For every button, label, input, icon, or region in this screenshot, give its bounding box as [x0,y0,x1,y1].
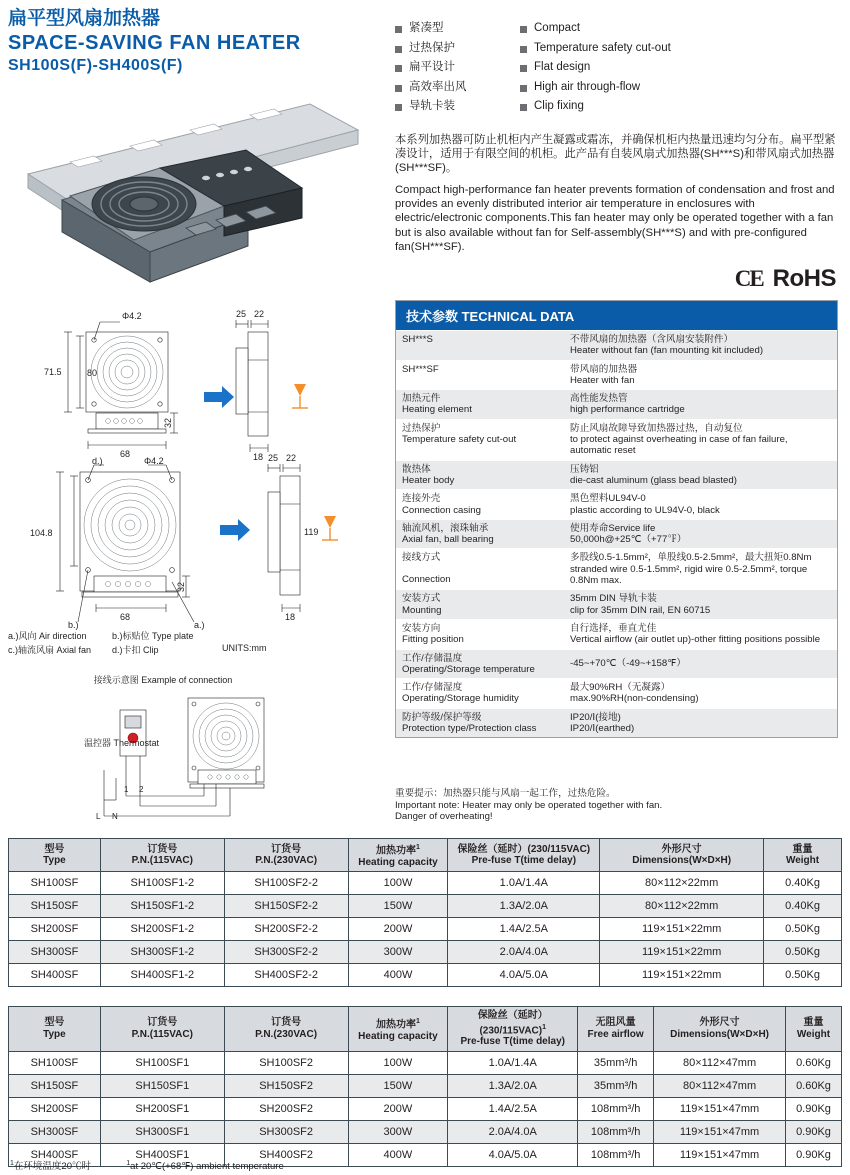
row-value: 黑色塑料UL94V-0 plastic according to UL94V-0, black [570,493,720,516]
dim-71-5: 71.5 [44,367,62,377]
feature-item [395,61,845,74]
table-row [9,872,842,895]
feature-label-en: Flat design [534,61,591,73]
cell-pn230: SH200SF2-2 [224,918,348,941]
cell-pn115: SH150SF1 [100,1074,224,1097]
description-en: Compact high-performance fan heater prevents formation of condensation and frost and provides an evenly distributed interior air temperature in enclosures with electric/electronic components.This fan heater may only be operated together with a fan but is also available without fan for Self-assembly(SH***S) and with pre-configured fan(SH***SF). [395,184,835,253]
table-row [396,360,837,390]
feature-label-en: Compact [534,22,581,34]
col-pn-115: 订货号 P.N.(115VAC) [100,839,224,872]
table-row [396,589,837,619]
cell-weight: 0.90Kg [786,1120,842,1143]
col-dimensions: 外形尺寸 Dimensions(W×D×H) [654,1007,786,1052]
bullet-square-icon [520,65,527,72]
cell-pn230: SH150SF2 [224,1074,348,1097]
cell-weight: 0.90Kg [786,1143,842,1166]
certification-marks [735,265,836,293]
bullet-square-icon [395,65,402,72]
cell-prefuse: 2.0A/4.0A [448,1120,578,1143]
dim-104-8: 104.8 [30,528,53,538]
label-a: a.) [194,620,205,630]
technical-data-heading: 技术参数 TECHNICAL DATA [396,301,837,330]
terminal-1-label: 1 [124,785,129,794]
cell-capacity: 150W [348,1074,448,1097]
feature-item [395,42,845,55]
row-label: 接线方式 Connection [402,552,451,585]
feature-item [395,100,845,113]
bullet-square-icon [395,46,402,53]
table-row [396,649,837,679]
cell-capacity: 400W [348,1143,448,1166]
feature-label-cn: 高效率出风 [409,80,467,93]
mains-l-label: L [96,812,101,821]
cell-dimensions: 80×112×47mm [654,1074,786,1097]
cell-pn115: SH400SF1 [100,1143,224,1166]
footnote-cn: 在环境温度20℃时 [13,1161,91,1172]
product-photo [10,96,370,296]
dim-80: 80 [87,368,98,378]
col-weight: 重量 Weight [786,1007,842,1052]
row-value: 压铸铝 die-cast aluminum (glass bead blasted) [570,463,737,486]
col-type: 型号 Type [9,1007,101,1052]
cell-dimensions: 119×151×22mm [600,964,764,987]
footnote-sup-en: 1 [126,1159,131,1167]
row-value-en: Heater with fan [570,374,635,386]
col-free-airflow: 无阻风量 Free airflow [578,1007,654,1052]
cell-weight: 0.50Kg [764,918,842,941]
table-row [396,708,837,738]
table-row [9,964,842,987]
important-note-en1: Important note: Heater may only be operated together with fan. [395,799,663,811]
table-row [9,1120,842,1143]
important-note-cn: 重要提示：加热器只能与风扇一起工作，过热危险。 [395,788,616,799]
cell-prefuse: 1.3A/2.0A [448,1074,578,1097]
col-pn-230: 订货号 P.N.(230VAC) [224,839,348,872]
feature-label-cn: 紧凑型 [409,22,444,34]
cell-capacity: 300W [348,941,448,964]
footnote-en: at 20℃(+68℉) ambient temperature [130,1161,284,1172]
row-label: 过热保护 Temperature safety cut-out [402,422,517,446]
footnote-sup-cn: 1 [10,1159,14,1167]
cell-pn115: SH100SF1 [100,1051,224,1074]
table-row [9,918,842,941]
row-value-cn: 带风扇的加热器 [570,363,638,375]
thermostat-label: 温控器 Thermostat [84,738,160,748]
cell-capacity: 300W [348,1120,448,1143]
legend-d: d.)卡扣 Clip [112,645,159,655]
cell-dimensions: 80×112×22mm [600,872,764,895]
cell-type: SH150SF [9,1074,101,1097]
table-row [396,678,837,708]
bullet-square-icon [520,85,527,92]
bullet-square-icon [520,26,527,33]
dim-32-a: 32 [163,417,173,428]
cell-type: SH400SF [9,1143,101,1166]
row-label: 工作/存储温度 Operating/Storage temperature [402,652,535,675]
table-row [396,519,837,549]
cell-airflow: 108mm³/h [578,1097,654,1120]
cell-pn115: SH400SF1-2 [100,964,224,987]
cell-prefuse: 1.4A/2.5A [448,1097,578,1120]
product-table-sf [8,1006,842,1167]
description-cn: 本系列加热器可防止机柜内产生凝露或霜冻，并确保机柜内热量迅速均匀分布。扁平型紧凑设计，适用于有限空间的机柜。此产品有自装风扇式加热器(SH***S)和带风扇式加热器(SH***SF)。 [395,134,836,175]
bullet-square-icon [395,104,402,111]
cell-pn230: SH100SF2-2 [224,872,348,895]
cell-capacity: 150W [348,895,448,918]
row-value: 使用寿命Service life 50,000h@+25℃（+77℉） [570,522,687,546]
row-value-en: Heater without fan (fan mounting kit included) [570,345,764,357]
cell-pn115: SH200SF1 [100,1097,224,1120]
dim-18a: 18 [253,452,264,462]
col-pn-230: 订货号 P.N.(230VAC) [224,1007,348,1052]
feature-label-cn: 扁平设计 [409,61,455,73]
feature-list [395,22,845,120]
bullet-square-icon [520,46,527,53]
dim-d42-mid: Φ4.2 [144,456,164,466]
label-b: b.) [68,620,79,630]
dim-68-mid: 68 [120,612,131,622]
dim-25: 25 [236,309,247,319]
cell-weight: 0.60Kg [786,1051,842,1074]
cell-prefuse: 1.3A/2.0A [448,895,600,918]
cell-weight: 0.90Kg [786,1097,842,1120]
row-value: 高性能发热管 high performance cartridge [570,393,685,416]
table-row [9,1051,842,1074]
cell-weight: 0.50Kg [764,964,842,987]
row-label: SH***SF [402,363,439,375]
row-label: 安装方式 Mounting [402,593,442,616]
legend-a: a.)风向 Air direction [8,631,87,641]
dim-d42-top: Φ4.2 [122,311,142,321]
feature-label-en: Clip fixing [534,100,584,112]
bullet-square-icon [395,85,402,92]
cell-type: SH200SF [9,1097,101,1120]
cell-pn115: SH100SF1-2 [100,872,224,895]
table-row [396,489,837,519]
cell-dimensions: 119×151×22mm [600,941,764,964]
page-title-cn: 扁平型风扇加热器 [8,8,161,29]
feature-label-en: Temperature safety cut-out [534,41,671,54]
dim-68-top: 68 [120,449,131,459]
title-block [8,8,378,76]
cell-airflow: 108mm³/h [578,1143,654,1166]
table-row [396,460,837,490]
cell-prefuse: 1.0A/1.4A [448,1051,578,1074]
mains-n-label: N [112,812,118,821]
bullet-square-icon [520,104,527,111]
cell-pn115: SH300SF1 [100,1120,224,1143]
cell-dimensions: 119×151×22mm [600,918,764,941]
row-value: 防止风扇故障导致加热器过热，自动复位 to protect against overheating in case of fan failure, automatic reset [570,422,788,457]
col-dimensions: 外形尺寸 Dimensions(W×D×H) [600,839,764,872]
cell-dimensions: 119×151×47mm [654,1120,786,1143]
rohs-mark: RoHS [772,265,836,292]
row-label: SH***S [402,334,433,345]
cell-pn230: SH200SF2 [224,1097,348,1120]
cell-pn230: SH300SF2-2 [224,941,348,964]
label-d: d.) [92,456,103,466]
feature-item [395,22,845,35]
table-row [396,419,837,460]
dim-22: 22 [254,309,265,319]
feature-label-cn: 过热保护 [409,41,455,54]
cell-capacity: 100W [348,1051,448,1074]
col-weight: 重量 Weight [764,839,842,872]
table-row [9,895,842,918]
col-pre-fuse: 保险丝（延时）(230/115VAC) Pre-fuse T(time delay) [448,839,600,872]
legend-c: c.)轴流风扇 Axial fan [8,645,92,655]
col-pn-115: 订货号 P.N.(115VAC) [100,1007,224,1052]
cell-type: SH300SF [9,941,101,964]
row-value: 自行选择，垂直尤佳 Vertical airflow (air outlet up)-other fitting positions possible [570,622,821,646]
cell-pn115: SH200SF1-2 [100,918,224,941]
cell-capacity: 400W [348,964,448,987]
ce-mark: CE [734,266,763,291]
row-label: 轴流风机，滚珠轴承 Axial fan, ball bearing [402,522,494,546]
cell-capacity: 200W [348,1097,448,1120]
feature-label-en: High air through-flow [534,80,641,93]
row-value: 35mm DIN 导轨卡装 clip for 35mm DIN rail, EN 60715 [570,593,711,616]
cell-type: SH150SF [9,895,101,918]
cell-capacity: 100W [348,872,448,895]
cell-weight: 0.40Kg [764,895,842,918]
table-row [9,1097,842,1120]
cell-airflow: 35mm³/h [578,1074,654,1097]
dim-22b: 22 [286,453,297,463]
table-row [396,330,837,360]
col-pre-fuse: 保险丝（延时）$(230/115VAC)^1$ Pre-fuse T(time delay) [448,1007,578,1052]
cell-prefuse: 2.0A/4.0A [448,941,600,964]
dim-25b: 25 [268,453,279,463]
dim-18b: 18 [285,612,296,622]
legend-b: b.)标贴位 Type plate [112,631,194,641]
cell-dimensions: 119×151×47mm [654,1097,786,1120]
row-value: IP20/Ⅰ(接地) IP20/Ⅰ(earthed) [570,711,635,735]
row-value [564,331,837,360]
table-row [396,548,837,589]
row-value: 多股线0.5-1.5mm²，单股线0.5-2.5mm²，最大扭矩0.8Nm stranded wire 0.5-1.5mm², rigid wire 0.5-2.5mm², torque 0.8Nm max. [570,552,812,587]
cell-pn115: SH300SF1-2 [100,941,224,964]
cell-pn230: SH400SF2 [224,1143,348,1166]
cell-type: SH100SF [9,1051,101,1074]
cell-dimensions: 80×112×47mm [654,1051,786,1074]
row-value-cn: 不带风扇的加热器（含风扇安装附件） [570,334,734,345]
cell-weight: 0.40Kg [764,872,842,895]
cell-weight: 0.60Kg [786,1074,842,1097]
row-label: 工作/存储湿度 Operating/Storage humidity [402,682,519,705]
row-value: -45~+70℃（-49~+158℉） [570,657,686,669]
cell-dimensions: 119×151×47mm [654,1143,786,1166]
cell-dimensions: 80×112×22mm [600,895,764,918]
row-label: 防护等级/保护等级 Protection type/Protection class [402,711,537,735]
dim-32-c: 32 [176,581,186,592]
cell-pn115: SH150SF1-2 [100,895,224,918]
connection-example-title: 接线示意图 Example of connection [93,675,233,685]
model-range: SH100S(F)-SH400S(F) [8,57,183,74]
table-header-row [9,1007,842,1052]
cell-pn230: SH400SF2-2 [224,964,348,987]
feature-item [395,81,845,94]
footnote [10,1158,284,1172]
col-type: 型号 Type [9,839,101,872]
cell-prefuse: 4.0A/5.0A [448,1143,578,1166]
cell-capacity: 200W [348,918,448,941]
table-row [396,389,837,419]
important-note [395,788,845,823]
cell-type: SH400SF [9,964,101,987]
cell-prefuse: 4.0A/5.0A [448,964,600,987]
table-header-row [9,839,842,872]
page-title-en: SPACE-SAVING FAN HEATER [8,32,301,54]
cell-pn230: SH100SF2 [224,1051,348,1074]
feature-label-cn: 导轨卡装 [409,100,455,112]
legend-units: UNITS:mm [222,643,267,653]
row-value [564,361,837,390]
terminal-2-label: 2 [139,785,144,794]
cell-type: SH300SF [9,1120,101,1143]
row-label: 连接外壳 Connection casing [402,493,481,516]
cell-pn230: SH300SF2 [224,1120,348,1143]
cell-pn230: SH150SF2-2 [224,895,348,918]
dimension-drawings [8,300,378,820]
product-table-s [8,838,842,987]
row-value: 最大90%RH（无凝露） max.90%RH(non-condensing) [570,682,699,705]
cell-type: SH200SF [9,918,101,941]
cell-weight: 0.50Kg [764,941,842,964]
cell-airflow: 35mm³/h [578,1051,654,1074]
row-label: 安装方向 Fitting position [402,622,464,646]
dim-119: 119 [304,527,319,537]
bullet-square-icon [395,26,402,33]
important-note-en2: Danger of overheating! [395,811,493,823]
table-row [9,1074,842,1097]
table-row [396,619,837,649]
col-heating-capacity: 加热功率$^1$ Heating capacity [348,839,448,872]
table-row [9,941,842,964]
cell-type: SH100SF [9,872,101,895]
row-label: 加热元件 Heating element [402,393,472,416]
cell-prefuse: 1.0A/1.4A [448,872,600,895]
col-heating-capacity: 加热功率$^1$ Heating capacity [348,1007,448,1052]
row-label: 散热体 Heater body [402,463,455,486]
cell-airflow: 108mm³/h [578,1120,654,1143]
cell-prefuse: 1.4A/2.5A [448,918,600,941]
technical-data-table [395,300,838,738]
